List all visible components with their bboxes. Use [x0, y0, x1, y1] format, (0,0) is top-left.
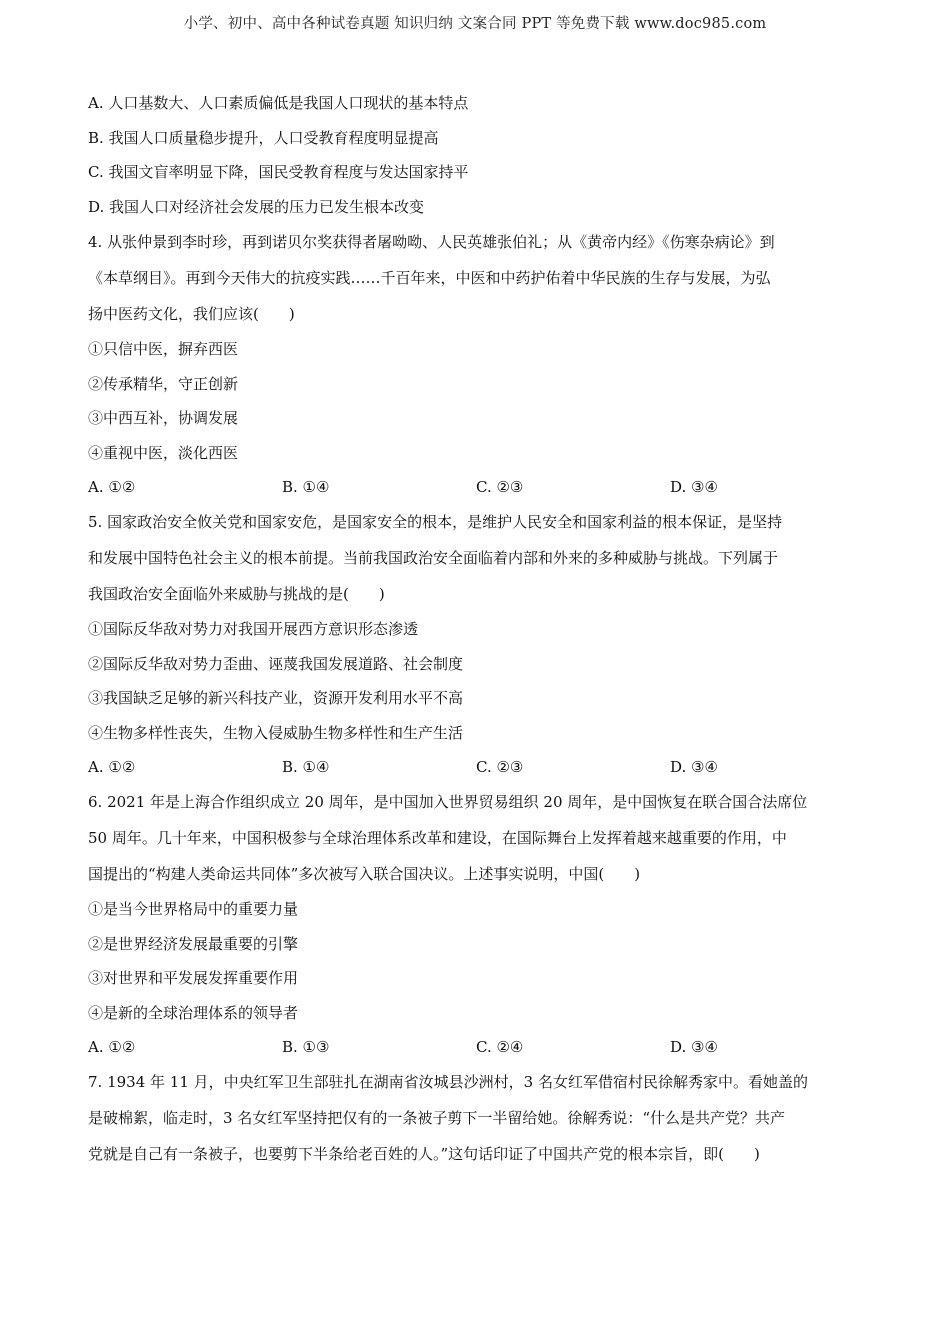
q6-choice-b: B. ①③	[282, 1038, 330, 1056]
q5-stem-line-1: 5. 国家政治安全攸关党和国家安危，是国家安全的根本，是维护人民安全和国家利益的根本保证，是坚持	[88, 513, 783, 531]
q4-choice-d: D. ③④	[670, 478, 718, 496]
q6-choice-c: C. ②④	[476, 1038, 524, 1056]
q3-option-b: B. 我国人口质量稳步提升，人口受教育程度明显提高	[88, 128, 439, 147]
q3-option-c: C. 我国文盲率明显下降，国民受教育程度与发达国家持平	[88, 163, 469, 182]
q6-item-1: ①是当今世界格局中的重要力量	[88, 900, 299, 919]
q5-choice-d: D. ③④	[670, 758, 718, 776]
q4-stem-line-2: 《本草纲目》。再到今天伟大的抗疫实践……千百年来，中医和中药护佑着中华民族的生存与发展，为弘	[88, 269, 771, 287]
q3-options	[88, 86, 868, 224]
question-4	[88, 224, 868, 504]
q6-choice-a: A. ①②	[88, 1038, 136, 1056]
q6-item-3: ③对世界和平发展发挥重要作用	[88, 969, 299, 988]
question-6	[88, 784, 868, 1064]
q5-item-1: ①国际反华敌对势力对我国开展西方意识形态渗透	[88, 620, 419, 639]
q5-stem-line-3: 我国政治安全面临外来威胁与挑战的是( )	[88, 585, 385, 603]
q5-stem-line-2: 和发展中国特色社会主义的根本前提。当前我国政治安全面临着内部和外来的多种威胁与挑战。下列属于	[88, 549, 779, 567]
q5-choice-b: B. ①④	[282, 758, 330, 776]
q5-choice-a: A. ①②	[88, 758, 136, 776]
q3-option-a: A. 人口基数大、人口素质偏低是我国人口现状的基本特点	[88, 94, 469, 113]
q4-item-2: ②传承精华，守正创新	[88, 374, 239, 393]
q5-choices	[88, 750, 868, 784]
q3-option-d: D. 我国人口对经济社会发展的压力已发生根本改变	[88, 197, 425, 216]
question-5	[88, 504, 868, 784]
q4-choice-c: C. ②③	[476, 478, 524, 496]
q7-stem-line-2: 是破棉絮，临走时，3 名女红军坚持把仅有的一条被子剪下一半留给她。徐解秀说：“什么是共产党？共产	[88, 1109, 785, 1127]
q4-choice-b: B. ①④	[282, 478, 330, 496]
q5-item-3: ③我国缺乏足够的新兴科技产业，资源开发利用水平不高	[88, 689, 464, 708]
q4-item-3: ③中西互补，协调发展	[88, 409, 239, 428]
q7-stem-line-3: 党就是自己有一条被子，也要剪下半条给老百姓的人。”这句话印证了中国共产党的根本宗旨，即( )	[88, 1145, 760, 1163]
q4-item-1: ①只信中医，摒弃西医	[88, 340, 239, 359]
q6-stem-line-1: 6. 2021 年是上海合作组织成立 20 周年，是中国加入世界贸易组织 20 周年，是中国恢复在联合国合法席位	[88, 793, 808, 811]
q5-item-2: ②国际反华敌对势力歪曲、诬蔑我国发展道路、社会制度	[88, 654, 464, 673]
q6-stem-line-2: 50 周年。几十年来，中国积极参与全球治理体系改革和建设，在国际舞台上发挥着越来越重要的作用，中	[88, 829, 787, 847]
page-header: 小学、初中、高中各种试卷真题 知识归纳 文案合同 PPT 等免费下载 www.doc985.com	[183, 16, 767, 32]
q6-item-2: ②是世界经济发展最重要的引擎	[88, 934, 299, 953]
q6-choice-d: D. ③④	[670, 1038, 718, 1056]
q5-choice-c: C. ②③	[476, 758, 524, 776]
q4-stem-line-1: 4. 从张仲景到李时珍，再到诺贝尔奖获得者屠呦呦、人民英雄张伯礼；从《黄帝内经》《伤寒杂病论》到	[88, 233, 775, 251]
q6-choices	[88, 1030, 868, 1064]
question-7	[88, 1064, 868, 1172]
q7-stem-line-1: 7. 1934 年 11 月，中央红军卫生部驻扎在湖南省汝城县沙洲村，3 名女红军借宿村民徐解秀家中。看她盖的	[88, 1073, 808, 1091]
q4-choice-a: A. ①②	[88, 478, 136, 496]
exam-content	[88, 86, 868, 1172]
q5-item-4: ④生物多样性丧失，生物入侵威胁生物多样性和生产生活	[88, 723, 464, 742]
q4-choices	[88, 470, 868, 504]
q6-stem-line-3: 国提出的“构建人类命运共同体”多次被写入联合国决议。上述事实说明，中国( )	[88, 865, 641, 883]
q4-stem-line-3: 扬中医药文化，我们应该( )	[88, 305, 295, 323]
q4-item-4: ④重视中医，淡化西医	[88, 443, 239, 462]
q6-item-4: ④是新的全球治理体系的领导者	[88, 1003, 299, 1022]
